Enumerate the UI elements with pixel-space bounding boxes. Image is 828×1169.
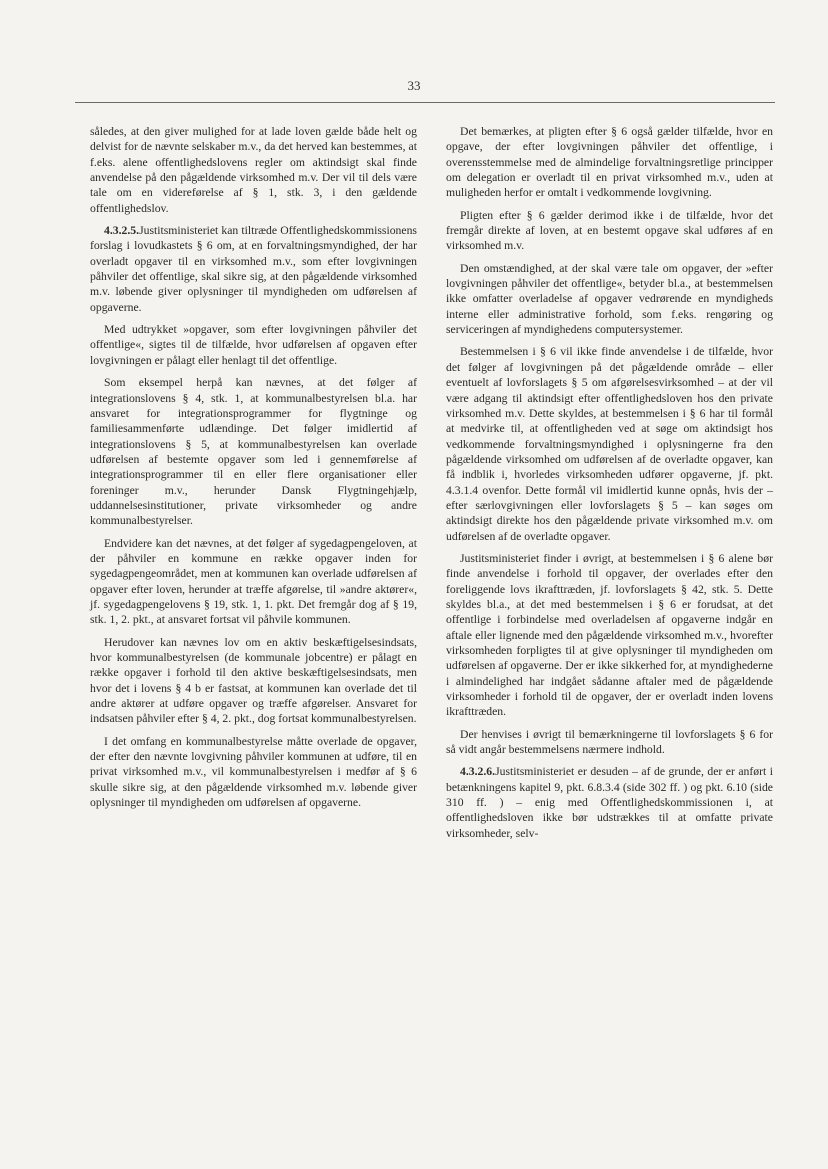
left-column (90, 124, 417, 817)
paragraph: Endvidere kan det nævnes, at det følger af sygedagpengeloven, at der påhviler en kommune en række opgaver inden for sygedagpengeområdet, men at kommunen kan overlade udførelsen af opgaver efter loven, herunder at træffe afgørelse, til »andre aktører«, jf. sygedagpengelovens § 19, stk. 1, 1. pkt. Det fremgår dog af § 19, stk. 1, 2. pkt., at ansvaret fortsat vil påhvile kommunen. (90, 536, 417, 627)
paragraph: Pligten efter § 6 gælder derimod ikke i de tilfælde, hvor det fremgår direkte af loven, at en bestemt opgave skal udføres af en virksomhed m.v. (446, 208, 773, 253)
header-rule (75, 102, 775, 103)
paragraph: 4.3.2.6.Justitsministeriet er desuden – af de grunde, der er anført i betænkningens kapitel 9, pkt. 6.8.3.4 (side 302 ff. ) og pkt. 6.10 (side 310 ff. ) – enig med Offentlighedskommissionen i, at offentlighedsloven ikke bør udstrækkes til at omfatte private virksomheder, selv- (446, 765, 773, 840)
paragraph: Herudover kan nævnes lov om en aktiv beskæftigelsesindsats, hvor kommunalbestyrelsen (de kommunale jobcentre) er pålagt en række opgaver i forhold til den aktive beskæftigelsesindsats, men hvor det i lovens § 4 b er fastsat, at kommunen kan overlade det til andre aktører at udføre opgaver og træffe afgørelser. Ansvaret for indsatsen påhviler efter § 4, 2. pkt., dog fortsat kommunalbestyrelsen. (90, 635, 417, 726)
paragraph: Som eksempel herpå kan nævnes, at det følger af integrationslovens § 4, stk. 1, at kommunalbestyrelsen bl.a. har ansvaret for integrationsprogrammer for flygtninge og familiesammenførte udlændinge. Det følger imidlertid af integrationslovens § 5, at kommunalbestyrelsen kan overlade udførelsen af bestemte opgaver som led i gennemførelse af integrationsprogrammer til en eller flere organisationer eller foreninger m.v., herunder Dansk Flygtningehjælp, uddannelsesinstitutioner, private virksomheder og andre kommunalbestyrelser. (90, 376, 417, 528)
section-number: 4.3.2.5. (104, 224, 140, 238)
paragraph: Det bemærkes, at pligten efter § 6 også gælder tilfælde, hvor en opgave, der efter lovgivningen påhviler det offentlige, i overensstemmelse med de almindelige forvaltningsretlige principper om delegation er overladt til en privat virksomhed m.v., uden at muligheden herfor er omtalt i vedkommende lovgivning. (446, 125, 773, 200)
paragraph: Den omstændighed, at der skal være tale om opgaver, der »efter lovgivningen påhviler det offentlige«, betyder bl.a., at bestemmelsen ikke omfatter overladelse af opgaver vedrørende en myndigheds interne eller administrative forhold, som f.eks. rengøring og serviceringen af myndighedens computersystemer. (446, 261, 773, 337)
paragraph: Justitsministeriet finder i øvrigt, at bestemmelsen i § 6 alene bør finde anvendelse i forhold til opgaver, der overlades efter den foreliggende lovs ikrafttræden, jf. lovforslagets § 42, stk. 5. Dette skyldes bl.a., at det med bestemmelsen i § 6 er forudsat, at det offentlige i forbindelse med overladelsen af opgaverne indgår en aftale eller lignende med den pågældende virksomhed m.v., hvorefter virksomheden forpligtes til at give oplysninger til myndigheden om udførelsen af opgaverne. Der er ikke sikkerhed for, at myndighederne i almindelighed har indgået sådanne aftaler med de pågældende virksomheder i forhold til de opgaver, der er overladt inden lovens ikrafttræden. (446, 551, 773, 719)
right-column (446, 124, 773, 848)
paragraph: I det omfang en kommunalbestyrelse måtte overlade de opgaver, der efter den nævnte lovgivning påhviler kommunen at udføre, til en privat virksomhed m.v., vil kommunalbestyrelsen i medfør af § 6 skulle sikre sig, at den pågældende virksomhed m.v. løbende giver oplysninger til myndigheden om udførelsen af opgaverne. (90, 734, 417, 810)
paragraph: 4.3.2.5.Justitsministeriet kan tiltræde Offentlighedskommissionens forslag i lovudkastets § 6 om, at en forvaltningsmyndighed, der har overladt opgaver til en virksomhed m.v., som efter lovgivningen påhviler det offentlige, skal sikre sig, at den pågældende virksomhed m.v. løbende giver oplysninger til myndigheden om udførelsen af opgaverne. (90, 224, 417, 314)
paragraph: således, at den giver mulighed for at lade loven gælde både helt og delvist for de nævnte selskaber m.v., da det herved kan bestemmes, at f.eks. alene offentlighedslovens regler om aktindsigt skal finde anvendelse på den pågældende virksomhed m.v. Der vil til dels være tale om en videreførelse af § 1, stk. 3, i den gældende offentlighedslov. (90, 125, 417, 215)
page-number: 33 (407, 78, 421, 93)
paragraph: Der henvises i øvrigt til bemærkningerne til lovforslagets § 6 for så vidt angår bestemmelsens nærmere indhold. (446, 727, 773, 757)
paragraph: Med udtrykket »opgaver, som efter lovgivningen påhviler det offentlige«, sigtes til de tilfælde, hvor udførelsen af opgaven efter lovgivningen er pålagt eller henlagt til det offentlige. (90, 323, 417, 367)
section-number: 4.3.2.6. (460, 765, 496, 779)
paragraph: Bestemmelsen i § 6 vil ikke finde anvendelse i de tilfælde, hvor det følger af lovgivningen på det pågældende område – eller eventuelt af lovforslagets § 5 om afgørelsesvirksomhed – at der vil være adgang til aktindsigt efter offentlighedsloven hos den private virksomhed m.v. Dette skyldes, at bestemmelsen i § 6 har til formål at medvirke til, at offentligheden ved at søge om aktindsigt hos vedkommende forvaltningsmyndighed i oplysningerne fra den pågældende virksomhed om udførelsen af de overladte opgaver, kan få indblik i, hvorledes virksomheden udfører opgaverne, jf. pkt. 4.3.1.4 ovenfor. Dette formål vil imidlertid kunne opnås, hvis der – efter særlovgivningen eller lovforslagets § 5 – kan søges om aktindsigt direkte hos den pågældende private virksomhed m.v. om udførelsen af de overladte opgaver. (446, 345, 773, 543)
